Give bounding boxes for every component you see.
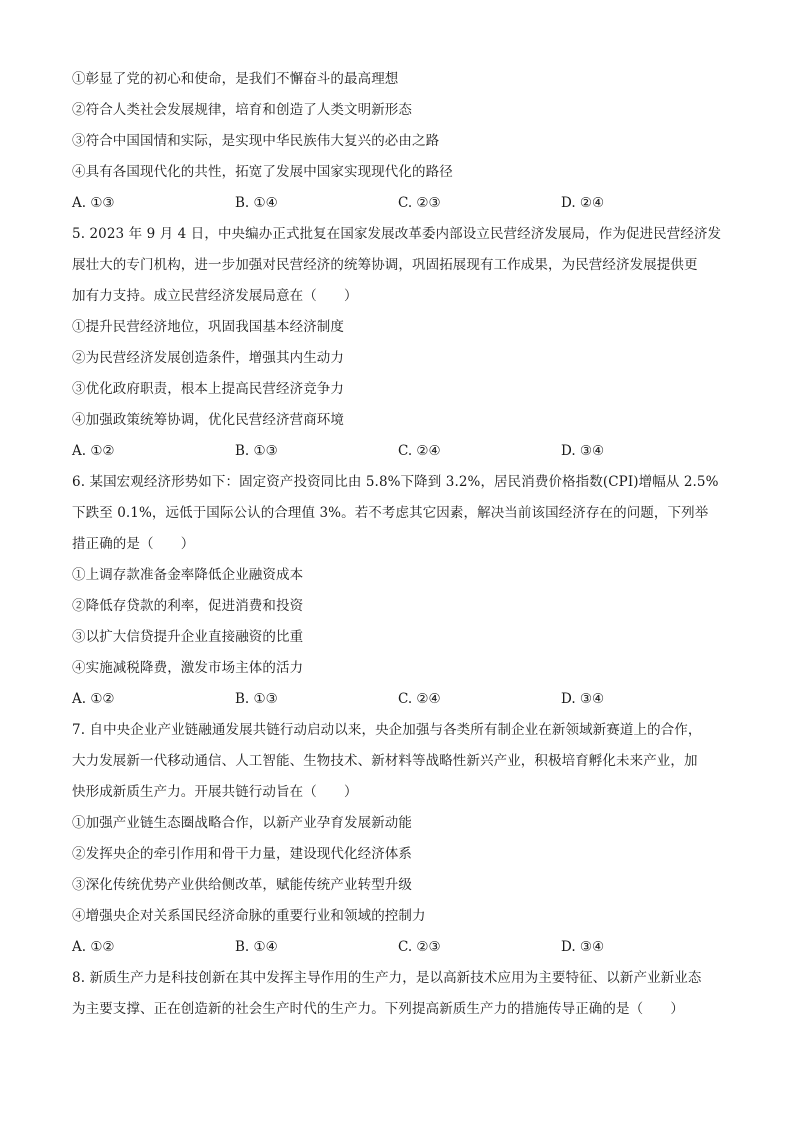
choice-a: A. ①③ bbox=[72, 195, 115, 211]
choice-b: B. ①③ bbox=[235, 443, 278, 459]
statement-4: ④增强央企对关系国民经济命脉的重要行业和领域的控制力 bbox=[72, 908, 426, 924]
question-stem-line: 7. 自中央企业产业链融通发展共链行动启动以来，央企加强与各类所有制企业在新领域新赛道上的合作， bbox=[72, 722, 702, 738]
choice-c: C. ②③ bbox=[398, 939, 441, 955]
answer-choices bbox=[72, 684, 724, 715]
answer-choices bbox=[72, 436, 724, 467]
choice-c: C. ②③ bbox=[398, 195, 441, 211]
statement-4: ④实施减税降费，激发市场主体的活力 bbox=[72, 660, 304, 676]
question-stem-line: 快形成新质生产力。开展共链行动旨在（ ） bbox=[72, 784, 358, 800]
choice-b: B. ①③ bbox=[235, 691, 278, 707]
statement-3: ③深化传统优势产业供给侧改革，赋能传统产业转型升级 bbox=[72, 877, 412, 893]
statement-1: ①提升民营经济地位，巩固我国基本经济制度 bbox=[72, 319, 344, 335]
choice-d: D. ③④ bbox=[561, 939, 605, 955]
choice-a: A. ①② bbox=[72, 443, 115, 459]
question-5 bbox=[72, 219, 724, 467]
question-stem-line: 6. 某国宏观经济形势如下：固定资产投资同比由 5.8%下降到 3.2%，居民消费价格指数(CPI)增幅从 2.5% bbox=[72, 474, 719, 490]
question-stem-line: 下跌至 0.1%，远低于国际公认的合理值 3%。若不考虑其它因素，解决当前该国经济存在的问题，下列举 bbox=[72, 505, 709, 521]
question-stem-line: 加有力支持。成立民营经济发展局意在（ ） bbox=[72, 288, 358, 304]
statement-4: ④加强政策统筹协调，优化民营经济营商环境 bbox=[72, 412, 344, 428]
choice-c: C. ②④ bbox=[398, 691, 441, 707]
statement-1: ①上调存款准备金率降低企业融资成本 bbox=[72, 567, 304, 583]
question-7 bbox=[72, 715, 724, 963]
statement-2: ②为民营经济发展创造条件，增强其内生动力 bbox=[72, 350, 344, 366]
choice-a: A. ①② bbox=[72, 691, 115, 707]
question-4-tail bbox=[72, 64, 724, 219]
choice-c: C. ②④ bbox=[398, 443, 441, 459]
choice-d: D. ③④ bbox=[561, 443, 605, 459]
question-6 bbox=[72, 467, 724, 715]
statement-1: ①彰显了党的初心和使命，是我们不懈奋斗的最高理想 bbox=[72, 71, 399, 87]
statement-2: ②符合人类社会发展规律，培育和创造了人类文明新形态 bbox=[72, 102, 412, 118]
statement-3: ③以扩大信贷提升企业直接融资的比重 bbox=[72, 629, 304, 645]
choice-d: D. ②④ bbox=[561, 195, 605, 211]
question-stem-line: 措正确的是（ ） bbox=[72, 536, 195, 552]
statement-2: ②降低存贷款的利率，促进消费和投资 bbox=[72, 598, 304, 614]
question-stem-line: 大力发展新一代移动通信、人工智能、生物技术、新材料等战略性新兴产业，积极培育孵化未来产业，加 bbox=[72, 753, 698, 769]
choice-b: B. ①④ bbox=[235, 939, 278, 955]
question-stem-line: 8. 新质生产力是科技创新在其中发挥主导作用的生产力，是以高新技术应用为主要特征、以新产业新业态 bbox=[72, 970, 702, 986]
question-stem-line: 展壮大的专门机构，进一步加强对民营经济的统筹协调，巩固拓展现有工作成果，为民营经济发展提供更 bbox=[72, 257, 698, 273]
statement-3: ③优化政府职责，根本上提高民营经济竞争力 bbox=[72, 381, 344, 397]
choice-b: B. ①④ bbox=[235, 195, 278, 211]
statement-4: ④具有各国现代化的共性，拓宽了发展中国家实现现代化的路径 bbox=[72, 164, 453, 180]
answer-choices bbox=[72, 932, 724, 963]
statement-1: ①加强产业链生态圈战略合作，以新产业孕育发展新动能 bbox=[72, 815, 412, 831]
answer-choices bbox=[72, 188, 724, 219]
statement-3: ③符合中国国情和实际，是实现中华民族伟大复兴的必由之路 bbox=[72, 133, 440, 149]
question-8 bbox=[72, 963, 724, 1025]
choice-d: D. ③④ bbox=[561, 691, 605, 707]
statement-2: ②发挥央企的牵引作用和骨干力量，建设现代化经济体系 bbox=[72, 846, 412, 862]
question-stem-line: 为主要支撑、正在创造新的社会生产时代的生产力。下列提高新质生产力的措施传导正确的是（ ） bbox=[72, 1001, 684, 1017]
page-content bbox=[72, 64, 724, 1025]
choice-a: A. ①② bbox=[72, 939, 115, 955]
question-stem-line: 5. 2023 年 9 月 4 日，中央编办正式批复在国家发展改革委内部设立民营经济发展局，作为促进民营经济发 bbox=[72, 226, 722, 242]
